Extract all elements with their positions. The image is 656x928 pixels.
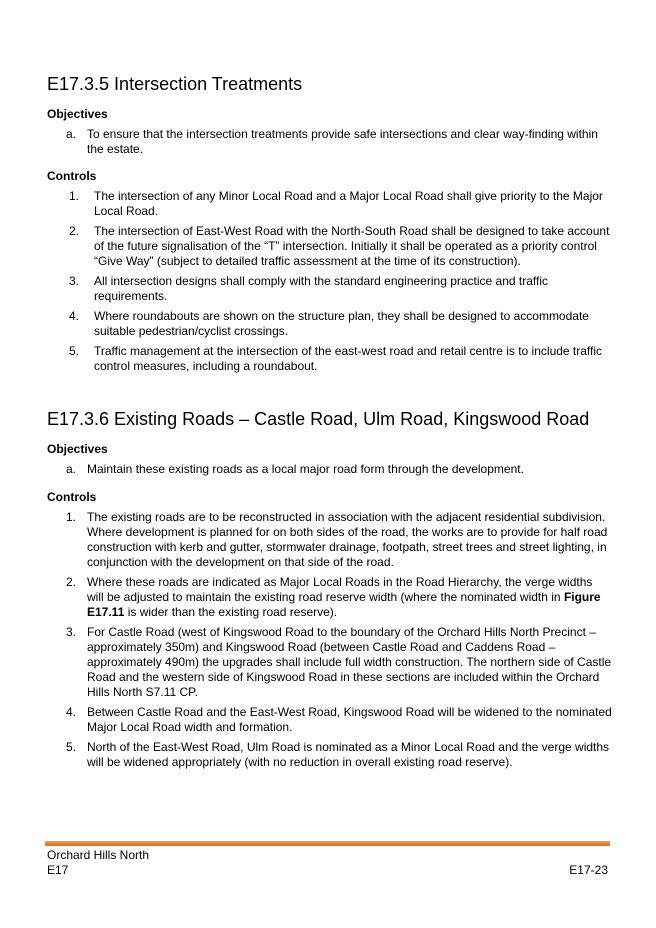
- list-marker: 3.: [69, 274, 80, 288]
- footer-document-name: Orchard Hills North: [47, 848, 150, 862]
- list-item: [47, 625, 612, 700]
- list-item-text: Maintain these existing roads as a local major road form through the development.: [87, 462, 524, 476]
- figure-reference: Figure E17.11: [87, 590, 601, 619]
- list-item-text: For Castle Road (west of Kingswood Road to the boundary of the Orchard Hills North Precinct – approximately 350m) and Kingswood Road (between Castle Road and Caddens Road – approximately 490m) the upgrades shall include full width construction. The northern side of Castle Road and the western side of Kingswood Road in these sections are included within the Orchard Hills North S7.11 CP.: [87, 625, 612, 699]
- list-item: [47, 575, 612, 620]
- list-item-text: The existing roads are to be reconstructed in association with the adjacent residential subdivision. Where development is planned for on both sides of the road, the works are to provide for half road construction with kerb and gutter, stormwater drainage, footpath, street trees and street lighting, in conjunction with the development on that side of the road.: [87, 510, 608, 569]
- list-marker: 5.: [69, 344, 80, 358]
- controls-list: [47, 510, 612, 770]
- list-item-text: Between Castle Road and the East-West Road, Kingswood Road will be widened to the nominated Major Local Road width and formation.: [87, 705, 612, 734]
- list-item-text: [87, 575, 612, 620]
- list-item-text: Traffic management at the intersection of the east-west road and retail centre is to include traffic control measures, including a roundabout.: [94, 344, 603, 373]
- list-marker: 1.: [66, 510, 77, 524]
- list-item: [47, 344, 612, 374]
- list-item-text-part: is wider than the existing road reserve).: [124, 605, 338, 619]
- controls-heading: Controls: [47, 169, 97, 183]
- list-item: [47, 462, 612, 477]
- list-item: [47, 224, 612, 269]
- list-marker: a.: [66, 462, 77, 476]
- objectives-heading: Objectives: [47, 442, 108, 456]
- controls-heading: Controls: [47, 490, 97, 504]
- list-marker: a.: [66, 127, 77, 141]
- list-item: [47, 127, 612, 157]
- objectives-heading: Objectives: [47, 107, 108, 121]
- footer-section-code: E17: [47, 863, 69, 877]
- list-item-text: The intersection of East-West Road with the North-South Road shall be designed to take account of the future signalisation of the “T” intersection. Initially it shall be operated as a priority control “Give Way” (subject to detailed traffic assessment at the time of its construction).: [94, 224, 610, 268]
- list-marker: 4.: [69, 309, 80, 323]
- list-item: [47, 189, 612, 219]
- objectives-list: [47, 462, 612, 477]
- list-item-text: All intersection designs shall comply with the standard engineering practice and traffic requirements.: [94, 274, 549, 303]
- footer-rule: [45, 841, 610, 846]
- list-item-text: North of the East-West Road, Ulm Road is nominated as a Minor Local Road and the verge widths will be widened appropriately (with no reduction in overall existing road reserve).: [87, 740, 610, 769]
- list-item: [47, 740, 612, 770]
- list-item: [47, 510, 612, 570]
- footer-page-number: E17-23: [569, 863, 608, 877]
- list-item-text: Where roundabouts are shown on the structure plan, they shall be designed to accommodate suitable pedestrian/cyclist crossings.: [94, 309, 589, 338]
- list-item-text: The intersection of any Minor Local Road and a Major Local Road shall give priority to the Major Local Road.: [94, 189, 603, 218]
- list-marker: 1.: [69, 189, 80, 203]
- objectives-list: [47, 127, 612, 157]
- list-marker: 3.: [66, 625, 77, 639]
- list-item: [47, 274, 612, 304]
- list-item-text: To ensure that the intersection treatments provide safe intersections and clear way-finding within the estate.: [87, 127, 598, 156]
- list-marker: 2.: [66, 575, 77, 589]
- list-item: [47, 309, 612, 339]
- controls-list: [47, 189, 612, 374]
- list-marker: 4.: [66, 705, 77, 719]
- list-marker: 5.: [66, 740, 77, 754]
- list-marker: 2.: [69, 224, 80, 238]
- section-title-existing-roads: E17.3.6 Existing Roads – Castle Road, Ulm Road, Kingswood Road: [47, 409, 590, 429]
- list-item-text-part: Where these roads are indicated as Major Local Roads in the Road Hierarchy, the verge widths will be adjusted to maintain the existing road reserve width (where the nominated width in: [87, 575, 593, 604]
- section-title-intersection-treatments: E17.3.5 Intersection Treatments: [47, 74, 303, 94]
- list-item: [47, 705, 612, 735]
